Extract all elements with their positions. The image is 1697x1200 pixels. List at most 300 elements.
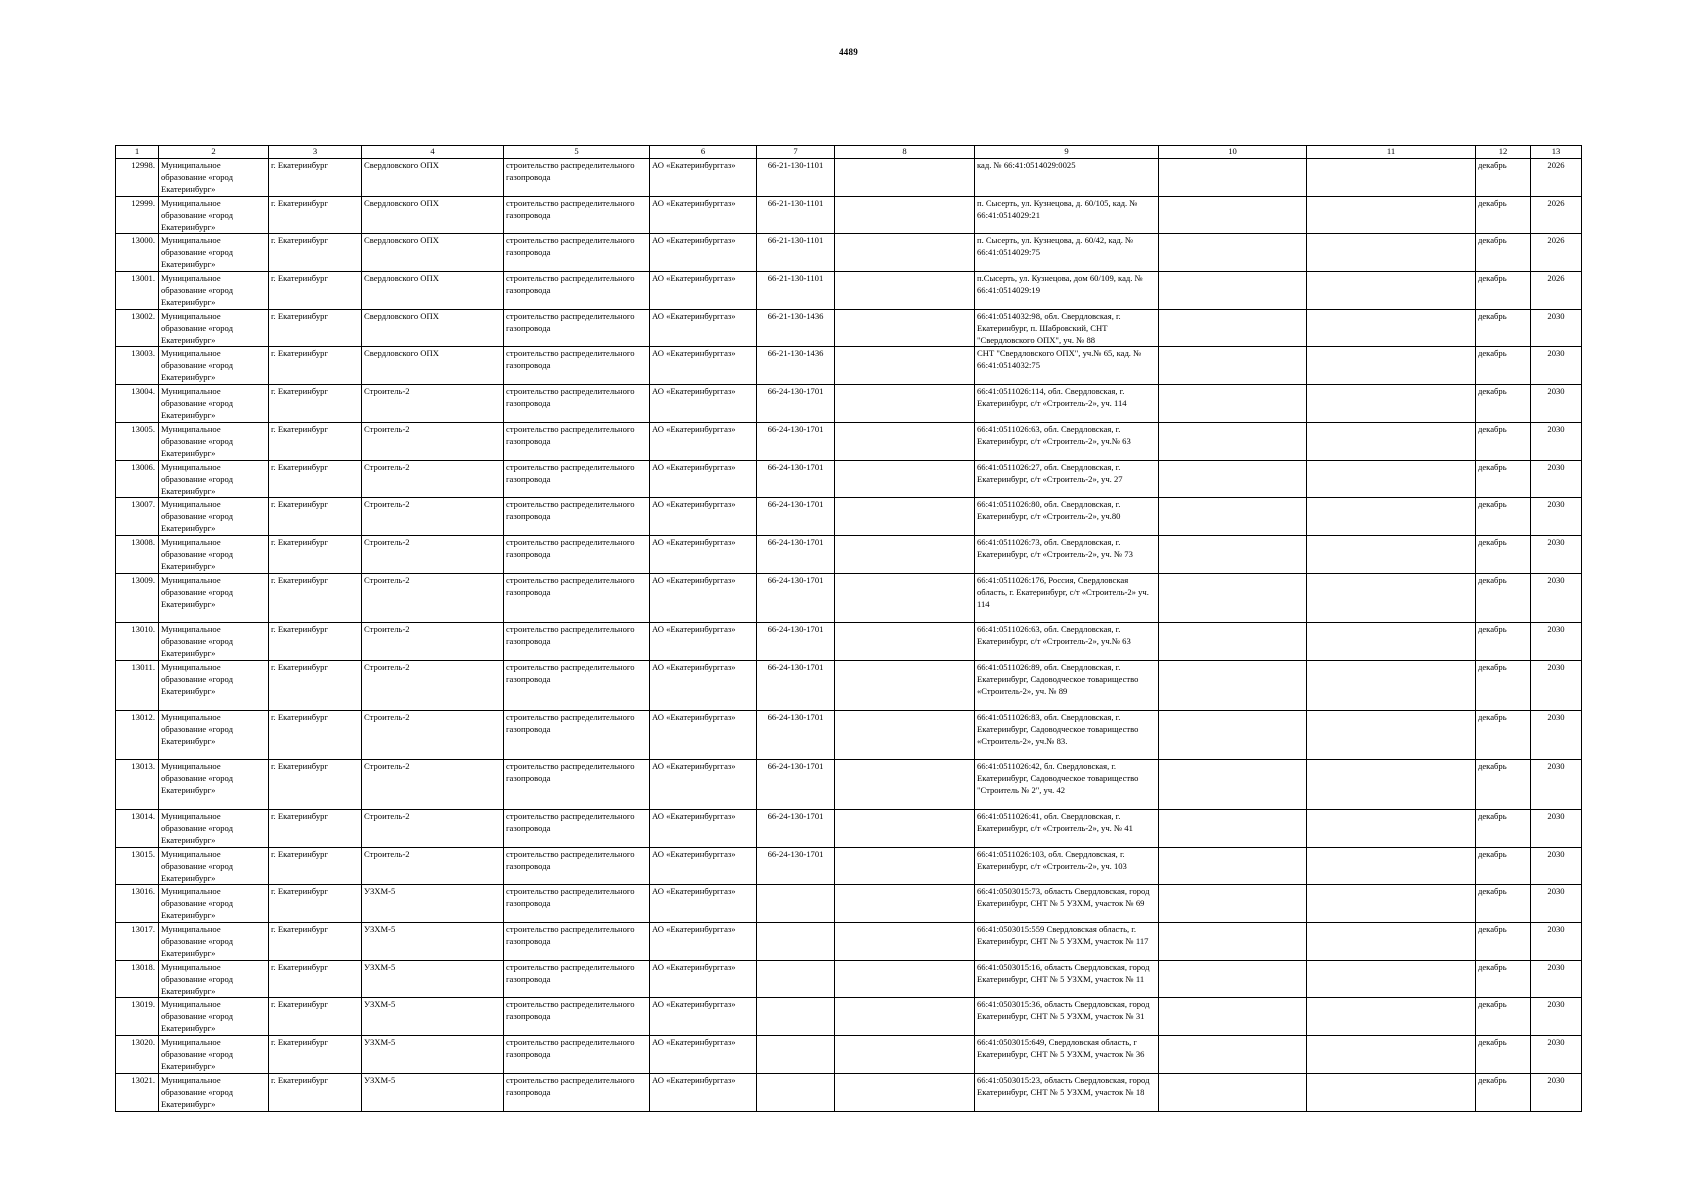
settlement-cell: Свердловского ОПХ — [362, 159, 504, 197]
table-row — [116, 998, 1582, 1036]
table-row — [116, 885, 1582, 923]
month-cell: декабрь — [1476, 385, 1531, 423]
month-cell: декабрь — [1476, 885, 1531, 923]
column-10-cell — [1159, 1073, 1307, 1111]
object-code-cell: 66-24-130-1701 — [757, 660, 835, 710]
column-11-cell — [1307, 710, 1476, 760]
year-cell: 2030 — [1531, 760, 1582, 810]
work-type-cell: строительство распределительного газопровода — [504, 760, 650, 810]
table-row — [116, 159, 1582, 197]
city-cell: г. Екатеринбург — [269, 159, 362, 197]
column-11-cell — [1307, 234, 1476, 272]
organization-cell: АО «Екатеринбурггаз» — [650, 272, 757, 310]
object-code-cell: 66-24-130-1701 — [757, 573, 835, 623]
month-cell: декабрь — [1476, 196, 1531, 234]
column-11-cell — [1307, 498, 1476, 536]
city-cell: г. Екатеринбург — [269, 196, 362, 234]
cadastral-address-cell: 66:41:0511026:41, обл. Свердловская, г. Екатеринбург, с/т «Строитель-2», уч. № 41 — [975, 810, 1159, 848]
column-11-cell — [1307, 309, 1476, 347]
organization-cell: АО «Екатеринбурггаз» — [650, 460, 757, 498]
column-header-13: 13 — [1531, 146, 1582, 159]
settlement-cell: УЗХМ-5 — [362, 923, 504, 961]
column-8-cell — [835, 847, 975, 885]
work-type-cell: строительство распределительного газопровода — [504, 960, 650, 998]
settlement-cell: УЗХМ-5 — [362, 998, 504, 1036]
table-row — [116, 460, 1582, 498]
month-cell: декабрь — [1476, 1036, 1531, 1074]
work-type-cell: строительство распределительного газопровода — [504, 1073, 650, 1111]
organization-cell: АО «Екатеринбурггаз» — [650, 710, 757, 760]
work-type-cell: строительство распределительного газопровода — [504, 710, 650, 760]
organization-cell: АО «Екатеринбурггаз» — [650, 847, 757, 885]
cadastral-address-cell: 66:41:0511026:80, обл. Свердловская, г. Екатеринбург, с/т «Строитель-2», уч.80 — [975, 498, 1159, 536]
row-number-cell: 13016. — [116, 885, 159, 923]
city-cell: г. Екатеринбург — [269, 573, 362, 623]
row-number-cell: 13003. — [116, 347, 159, 385]
city-cell: г. Екатеринбург — [269, 960, 362, 998]
cadastral-address-cell: 66:41:0511026:89, обл. Свердловская, г. Екатеринбург, Садоводческое товарищество «Строитель-2», уч. № 89 — [975, 660, 1159, 710]
column-8-cell — [835, 710, 975, 760]
column-header-6: 6 — [650, 146, 757, 159]
city-cell: г. Екатеринбург — [269, 810, 362, 848]
month-cell: декабрь — [1476, 498, 1531, 536]
row-number-cell: 13005. — [116, 422, 159, 460]
municipality-cell: Муниципальное образование «город Екатеринбург» — [159, 810, 269, 848]
row-number-cell: 13013. — [116, 760, 159, 810]
municipality-cell: Муниципальное образование «город Екатеринбург» — [159, 885, 269, 923]
column-11-cell — [1307, 385, 1476, 423]
object-code-cell: 66-24-130-1701 — [757, 710, 835, 760]
work-type-cell: строительство распределительного газопровода — [504, 347, 650, 385]
month-cell: декабрь — [1476, 159, 1531, 197]
column-11-cell — [1307, 196, 1476, 234]
row-number-cell: 13004. — [116, 385, 159, 423]
table-row — [116, 1036, 1582, 1074]
year-cell: 2030 — [1531, 1036, 1582, 1074]
column-10-cell — [1159, 347, 1307, 385]
table-row — [116, 623, 1582, 661]
settlement-cell: Строитель-2 — [362, 422, 504, 460]
column-11-cell — [1307, 1073, 1476, 1111]
year-cell: 2026 — [1531, 272, 1582, 310]
month-cell: декабрь — [1476, 573, 1531, 623]
cadastral-address-cell: 66:41:0511026:27, обл. Свердловская, г. Екатеринбург, с/т «Строитель-2», уч. 27 — [975, 460, 1159, 498]
city-cell: г. Екатеринбург — [269, 885, 362, 923]
object-code-cell — [757, 1036, 835, 1074]
organization-cell: АО «Екатеринбурггаз» — [650, 623, 757, 661]
column-11-cell — [1307, 885, 1476, 923]
work-type-cell: строительство распределительного газопровода — [504, 998, 650, 1036]
month-cell: декабрь — [1476, 710, 1531, 760]
city-cell: г. Екатеринбург — [269, 460, 362, 498]
object-code-cell: 66-21-130-1436 — [757, 347, 835, 385]
column-10-cell — [1159, 573, 1307, 623]
table-row — [116, 923, 1582, 961]
row-number-cell: 13017. — [116, 923, 159, 961]
table-row — [116, 196, 1582, 234]
municipality-cell: Муниципальное образование «город Екатеринбург» — [159, 998, 269, 1036]
year-cell: 2030 — [1531, 385, 1582, 423]
municipality-cell: Муниципальное образование «город Екатеринбург» — [159, 710, 269, 760]
column-8-cell — [835, 196, 975, 234]
table-row — [116, 573, 1582, 623]
settlement-cell: Свердловского ОПХ — [362, 272, 504, 310]
column-11-cell — [1307, 660, 1476, 710]
year-cell: 2030 — [1531, 885, 1582, 923]
settlement-cell: Строитель-2 — [362, 710, 504, 760]
column-10-cell — [1159, 272, 1307, 310]
year-cell: 2030 — [1531, 998, 1582, 1036]
table-row — [116, 847, 1582, 885]
object-code-cell: 66-21-130-1101 — [757, 272, 835, 310]
settlement-cell: Строитель-2 — [362, 573, 504, 623]
cadastral-address-cell: 66:41:0511026:42, бл. Свердловская, г. Екатеринбург, Садоводческое товарищество "Строитель № 2", уч. 42 — [975, 760, 1159, 810]
year-cell: 2030 — [1531, 309, 1582, 347]
column-11-cell — [1307, 847, 1476, 885]
organization-cell: АО «Екатеринбурггаз» — [650, 498, 757, 536]
column-10-cell — [1159, 710, 1307, 760]
cadastral-address-cell: 66:41:0511026:63, обл. Свердловская, г. Екатеринбург, с/т «Строитель-2», уч.№ 63 — [975, 422, 1159, 460]
column-10-cell — [1159, 998, 1307, 1036]
month-cell: декабрь — [1476, 234, 1531, 272]
municipality-cell: Муниципальное образование «город Екатеринбург» — [159, 422, 269, 460]
column-10-cell — [1159, 847, 1307, 885]
city-cell: г. Екатеринбург — [269, 923, 362, 961]
month-cell: декабрь — [1476, 810, 1531, 848]
column-10-cell — [1159, 960, 1307, 998]
column-8-cell — [835, 1073, 975, 1111]
row-number-cell: 13008. — [116, 535, 159, 573]
column-10-cell — [1159, 385, 1307, 423]
work-type-cell: строительство распределительного газопровода — [504, 159, 650, 197]
column-8-cell — [835, 309, 975, 347]
year-cell: 2030 — [1531, 535, 1582, 573]
column-11-cell — [1307, 535, 1476, 573]
row-number-cell: 13011. — [116, 660, 159, 710]
column-header-5: 5 — [504, 146, 650, 159]
cadastral-address-cell: 66:41:0503015:16, область Свердловская, город Екатеринбург, СНТ № 5 УЗХМ, участок № 11 — [975, 960, 1159, 998]
settlement-cell: Строитель-2 — [362, 623, 504, 661]
work-type-cell: строительство распределительного газопровода — [504, 885, 650, 923]
organization-cell: АО «Екатеринбурггаз» — [650, 196, 757, 234]
organization-cell: АО «Екатеринбурггаз» — [650, 535, 757, 573]
row-number-cell: 13019. — [116, 998, 159, 1036]
settlement-cell: Строитель-2 — [362, 498, 504, 536]
column-8-cell — [835, 923, 975, 961]
organization-cell: АО «Екатеринбурггаз» — [650, 1036, 757, 1074]
organization-cell: АО «Екатеринбурггаз» — [650, 998, 757, 1036]
column-header-3: 3 — [269, 146, 362, 159]
city-cell: г. Екатеринбург — [269, 498, 362, 536]
table-row — [116, 498, 1582, 536]
column-10-cell — [1159, 760, 1307, 810]
column-8-cell — [835, 422, 975, 460]
city-cell: г. Екатеринбург — [269, 623, 362, 661]
object-code-cell: 66-21-130-1101 — [757, 159, 835, 197]
row-number-cell: 13006. — [116, 460, 159, 498]
column-header-7: 7 — [757, 146, 835, 159]
work-type-cell: строительство распределительного газопровода — [504, 460, 650, 498]
column-11-cell — [1307, 760, 1476, 810]
column-8-cell — [835, 535, 975, 573]
cadastral-address-cell: СНТ "Свердловского ОПХ", уч.№ 65, кад. № 66:41:0514032:75 — [975, 347, 1159, 385]
row-number-cell: 13001. — [116, 272, 159, 310]
month-cell: декабрь — [1476, 998, 1531, 1036]
column-8-cell — [835, 159, 975, 197]
month-cell: декабрь — [1476, 960, 1531, 998]
organization-cell: АО «Екатеринбурггаз» — [650, 810, 757, 848]
year-cell: 2026 — [1531, 196, 1582, 234]
city-cell: г. Екатеринбург — [269, 847, 362, 885]
object-code-cell: 66-24-130-1701 — [757, 623, 835, 661]
column-header-8: 8 — [835, 146, 975, 159]
city-cell: г. Екатеринбург — [269, 347, 362, 385]
row-number-cell: 13020. — [116, 1036, 159, 1074]
column-10-cell — [1159, 810, 1307, 848]
settlement-cell: Строитель-2 — [362, 660, 504, 710]
row-number-cell: 13018. — [116, 960, 159, 998]
city-cell: г. Екатеринбург — [269, 385, 362, 423]
municipality-cell: Муниципальное образование «город Екатеринбург» — [159, 847, 269, 885]
object-code-cell: 66-24-130-1701 — [757, 422, 835, 460]
object-code-cell: 66-24-130-1701 — [757, 760, 835, 810]
column-8-cell — [835, 760, 975, 810]
work-type-cell: строительство распределительного газопровода — [504, 535, 650, 573]
object-code-cell: 66-24-130-1701 — [757, 498, 835, 536]
column-header-9: 9 — [975, 146, 1159, 159]
municipality-cell: Муниципальное образование «город Екатеринбург» — [159, 1036, 269, 1074]
municipality-cell: Муниципальное образование «город Екатеринбург» — [159, 272, 269, 310]
object-code-cell: 66-24-130-1701 — [757, 535, 835, 573]
month-cell: декабрь — [1476, 847, 1531, 885]
settlement-cell: УЗХМ-5 — [362, 885, 504, 923]
column-8-cell — [835, 498, 975, 536]
table-row — [116, 1073, 1582, 1111]
organization-cell: АО «Екатеринбурггаз» — [650, 159, 757, 197]
work-type-cell: строительство распределительного газопровода — [504, 923, 650, 961]
cadastral-address-cell: 66:41:0511026:73, обл. Свердловская, г. Екатеринбург, с/т «Строитель-2», уч. № 73 — [975, 535, 1159, 573]
month-cell: декабрь — [1476, 660, 1531, 710]
municipality-cell: Муниципальное образование «город Екатеринбург» — [159, 1073, 269, 1111]
row-number-cell: 12999. — [116, 196, 159, 234]
column-8-cell — [835, 810, 975, 848]
table-body — [116, 159, 1582, 1112]
city-cell: г. Екатеринбург — [269, 660, 362, 710]
year-cell: 2030 — [1531, 660, 1582, 710]
settlement-cell: Строитель-2 — [362, 760, 504, 810]
column-11-cell — [1307, 272, 1476, 310]
row-number-cell: 13009. — [116, 573, 159, 623]
column-10-cell — [1159, 498, 1307, 536]
municipality-cell: Муниципальное образование «город Екатеринбург» — [159, 573, 269, 623]
municipality-cell: Муниципальное образование «город Екатеринбург» — [159, 660, 269, 710]
object-code-cell: 66-21-130-1101 — [757, 196, 835, 234]
year-cell: 2030 — [1531, 422, 1582, 460]
work-type-cell: строительство распределительного газопровода — [504, 573, 650, 623]
table-row — [116, 309, 1582, 347]
cadastral-address-cell: 66:41:0511026:103, обл. Свердловская, г. Екатеринбург, с/т «Строитель-2», уч. 103 — [975, 847, 1159, 885]
table-row — [116, 710, 1582, 760]
organization-cell: АО «Екатеринбурггаз» — [650, 660, 757, 710]
table-row — [116, 810, 1582, 848]
column-10-cell — [1159, 923, 1307, 961]
year-cell: 2030 — [1531, 573, 1582, 623]
table-row — [116, 960, 1582, 998]
organization-cell: АО «Екатеринбурггаз» — [650, 234, 757, 272]
city-cell: г. Екатеринбург — [269, 309, 362, 347]
municipality-cell: Муниципальное образование «город Екатеринбург» — [159, 159, 269, 197]
object-code-cell: 66-24-130-1701 — [757, 810, 835, 848]
settlement-cell: УЗХМ-5 — [362, 960, 504, 998]
row-number-cell: 13021. — [116, 1073, 159, 1111]
column-11-cell — [1307, 573, 1476, 623]
object-code-cell — [757, 885, 835, 923]
organization-cell: АО «Екатеринбурггаз» — [650, 573, 757, 623]
column-10-cell — [1159, 623, 1307, 661]
municipality-cell: Муниципальное образование «город Екатеринбург» — [159, 623, 269, 661]
column-8-cell — [835, 1036, 975, 1074]
city-cell: г. Екатеринбург — [269, 422, 362, 460]
cadastral-address-cell: п.Сысерть, ул. Кузнецова, дом 60/109, кад. № 66:41:0514029:19 — [975, 272, 1159, 310]
year-cell: 2030 — [1531, 1073, 1582, 1111]
object-code-cell: 66-21-130-1101 — [757, 234, 835, 272]
column-8-cell — [835, 347, 975, 385]
row-number-cell: 13007. — [116, 498, 159, 536]
month-cell: декабрь — [1476, 1073, 1531, 1111]
organization-cell: АО «Екатеринбурггаз» — [650, 885, 757, 923]
row-number-cell: 12998. — [116, 159, 159, 197]
column-11-cell — [1307, 422, 1476, 460]
row-number-cell: 13014. — [116, 810, 159, 848]
municipality-cell: Муниципальное образование «город Екатеринбург» — [159, 960, 269, 998]
settlement-cell: Свердловского ОПХ — [362, 234, 504, 272]
city-cell: г. Екатеринбург — [269, 234, 362, 272]
work-type-cell: строительство распределительного газопровода — [504, 234, 650, 272]
column-11-cell — [1307, 460, 1476, 498]
object-code-cell — [757, 960, 835, 998]
municipality-cell: Муниципальное образование «город Екатеринбург» — [159, 923, 269, 961]
column-10-cell — [1159, 234, 1307, 272]
settlement-cell: Строитель-2 — [362, 535, 504, 573]
column-11-cell — [1307, 960, 1476, 998]
table-row — [116, 422, 1582, 460]
row-number-cell: 13010. — [116, 623, 159, 661]
organization-cell: АО «Екатеринбурггаз» — [650, 960, 757, 998]
organization-cell: АО «Екатеринбурггаз» — [650, 1073, 757, 1111]
month-cell: декабрь — [1476, 460, 1531, 498]
object-code-cell: 66-24-130-1701 — [757, 460, 835, 498]
year-cell: 2030 — [1531, 347, 1582, 385]
cadastral-address-cell: п. Сысерть, ул. Кузнецова, д. 60/105, кад. № 66:41:0514029:21 — [975, 196, 1159, 234]
column-10-cell — [1159, 422, 1307, 460]
year-cell: 2030 — [1531, 710, 1582, 760]
organization-cell: АО «Екатеринбурггаз» — [650, 347, 757, 385]
cadastral-address-cell: 66:41:0503015:649, Свердловская область, г Екатеринбург, СНТ № 5 УЗХМ, участок № 36 — [975, 1036, 1159, 1074]
work-type-cell: строительство распределительного газопровода — [504, 847, 650, 885]
municipality-cell: Муниципальное образование «город Екатеринбург» — [159, 347, 269, 385]
municipality-cell: Муниципальное образование «город Екатеринбург» — [159, 309, 269, 347]
row-number-cell: 13012. — [116, 710, 159, 760]
row-number-cell: 13015. — [116, 847, 159, 885]
object-code-cell — [757, 1073, 835, 1111]
table-row — [116, 760, 1582, 810]
settlement-cell: УЗХМ-5 — [362, 1073, 504, 1111]
cadastral-address-cell: 66:41:0503015:36, область Свердловская, город Екатеринбург, СНТ № 5 УЗХМ, участок № 31 — [975, 998, 1159, 1036]
table-row — [116, 347, 1582, 385]
month-cell: декабрь — [1476, 422, 1531, 460]
column-header-2: 2 — [159, 146, 269, 159]
work-type-cell: строительство распределительного газопровода — [504, 422, 650, 460]
settlement-cell: Строитель-2 — [362, 460, 504, 498]
column-8-cell — [835, 385, 975, 423]
table-row — [116, 535, 1582, 573]
year-cell: 2030 — [1531, 847, 1582, 885]
year-cell: 2030 — [1531, 960, 1582, 998]
column-8-cell — [835, 234, 975, 272]
municipality-cell: Муниципальное образование «город Екатеринбург» — [159, 760, 269, 810]
object-code-cell: 66-24-130-1701 — [757, 847, 835, 885]
column-11-cell — [1307, 923, 1476, 961]
city-cell: г. Екатеринбург — [269, 998, 362, 1036]
month-cell: декабрь — [1476, 272, 1531, 310]
work-type-cell: строительство распределительного газопровода — [504, 623, 650, 661]
municipality-cell: Муниципальное образование «город Екатеринбург» — [159, 385, 269, 423]
month-cell: декабрь — [1476, 535, 1531, 573]
municipality-cell: Муниципальное образование «город Екатеринбург» — [159, 196, 269, 234]
column-10-cell — [1159, 885, 1307, 923]
object-code-cell — [757, 998, 835, 1036]
year-cell: 2030 — [1531, 810, 1582, 848]
column-8-cell — [835, 998, 975, 1036]
city-cell: г. Екатеринбург — [269, 1073, 362, 1111]
year-cell: 2030 — [1531, 498, 1582, 536]
settlement-cell: Строитель-2 — [362, 847, 504, 885]
work-type-cell: строительство распределительного газопровода — [504, 810, 650, 848]
year-cell: 2030 — [1531, 460, 1582, 498]
object-code-cell: 66-24-130-1701 — [757, 385, 835, 423]
column-11-cell — [1307, 1036, 1476, 1074]
column-11-cell — [1307, 623, 1476, 661]
work-type-cell: строительство распределительного газопровода — [504, 272, 650, 310]
city-cell: г. Екатеринбург — [269, 760, 362, 810]
year-cell: 2030 — [1531, 623, 1582, 661]
column-8-cell — [835, 623, 975, 661]
municipality-cell: Муниципальное образование «город Екатеринбург» — [159, 535, 269, 573]
work-type-cell: строительство распределительного газопровода — [504, 660, 650, 710]
year-cell: 2026 — [1531, 234, 1582, 272]
month-cell: декабрь — [1476, 923, 1531, 961]
organization-cell: АО «Екатеринбурггаз» — [650, 309, 757, 347]
settlement-cell: Свердловского ОПХ — [362, 196, 504, 234]
column-11-cell — [1307, 347, 1476, 385]
cadastral-address-cell: 66:41:0511026:114, обл. Свердловская, г. Екатеринбург, с/т «Строитель-2», уч. 114 — [975, 385, 1159, 423]
column-10-cell — [1159, 535, 1307, 573]
settlement-cell: Строитель-2 — [362, 810, 504, 848]
column-10-cell — [1159, 660, 1307, 710]
month-cell: декабрь — [1476, 760, 1531, 810]
column-header-12: 12 — [1476, 146, 1531, 159]
table-row — [116, 272, 1582, 310]
work-type-cell: строительство распределительного газопровода — [504, 309, 650, 347]
work-type-cell: строительство распределительного газопровода — [504, 196, 650, 234]
object-code-cell — [757, 923, 835, 961]
month-cell: декабрь — [1476, 623, 1531, 661]
cadastral-address-cell: 66:41:0503015:23, область Свердловская, город Екатеринбург, СНТ № 5 УЗХМ, участок № 18 — [975, 1073, 1159, 1111]
row-number-cell: 13002. — [116, 309, 159, 347]
column-8-cell — [835, 573, 975, 623]
settlement-cell: Свердловского ОПХ — [362, 347, 504, 385]
table-row — [116, 234, 1582, 272]
